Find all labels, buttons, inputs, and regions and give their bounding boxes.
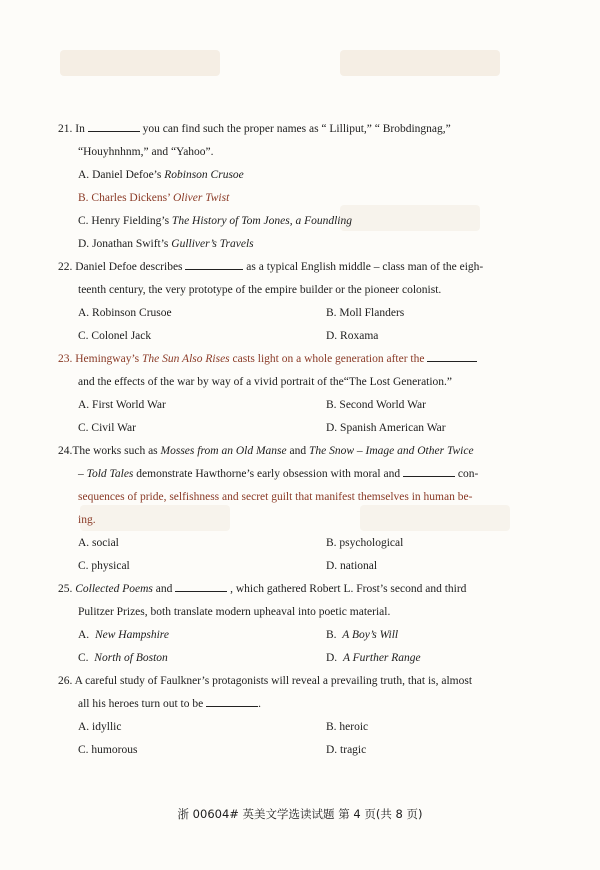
option-a[interactable]: A. Robinson Crusoe xyxy=(78,307,172,319)
option-a[interactable]: A. New Hampshire xyxy=(78,629,169,641)
option-c[interactable]: C. Henry Fielding’s The History of Tom Jones, a Foundling xyxy=(78,215,352,227)
question-22: 22. Daniel Defoe describes as a typical English middle – class man of the eigh- teenth century, the very prototype of the empire builder or the pioneer colonist. A. Robinson Crusoe B. Moll Flanders C. Colonel Jack D. Roxama xyxy=(58,256,550,348)
question-text: 26. A careful study of Faulkner’s protagonists will reveal a prevailing truth, that is, almost xyxy=(58,675,473,687)
option-c[interactable]: C. North of Boston xyxy=(78,652,168,664)
option-a[interactable]: A. social xyxy=(78,537,119,549)
option-b[interactable]: B. A Boy’s Will xyxy=(326,629,399,641)
option-c[interactable]: C. humorous xyxy=(78,744,138,756)
question-text: 21. In you can find such the proper names as “ Lilliput,” “ Brobdingnag,” xyxy=(58,118,550,141)
question-26: 26. A careful study of Faulkner’s protagonists will reveal a prevailing truth, that is, almost all his heroes turn out to be . A. idyllic B. heroic C. humorous D. tragic xyxy=(58,670,550,762)
option-b[interactable]: B. heroic xyxy=(326,721,369,733)
option-d[interactable]: D. A Further Range xyxy=(326,652,421,664)
question-text: 23. Hemingway’s The Sun Also Rises casts light on a whole generation after the xyxy=(58,348,550,371)
answer-blank[interactable] xyxy=(185,257,243,270)
question-21: 21. In you can find such the proper names as “ Lilliput,” “ Brobdingnag,” “Houyhnhnm,” and “Yahoo”. A. Daniel Defoe’s Robinson Crusoe B. Charles Dickens’ Oliver Twist C. Henry Fielding’s The History of Tom Jones, a Foundling D. Jonathan Swift’s Gulliver’s Travels xyxy=(58,118,550,256)
answer-blank[interactable] xyxy=(427,349,477,362)
watermark xyxy=(340,50,500,76)
answer-blank[interactable] xyxy=(206,694,258,707)
option-d[interactable]: D. Spanish American War xyxy=(326,422,446,434)
question-24: 24.The works such as Mosses from an Old Manse and The Snow – Image and Other Twice – Told Tales demonstrate Hawthorne’s early obsession with moral and con- sequences of pride, selfishness and secret guilt that manifest themselves in human be- ing. A. social B. psychological C. physical D. national xyxy=(58,440,550,578)
option-b[interactable]: B. Second World War xyxy=(326,399,426,411)
exam-page xyxy=(58,118,550,762)
question-23: 23. Hemingway’s The Sun Also Rises casts light on a whole generation after the and the effects of the war by way of a vivid portrait of the“The Lost Generation.” A. First World War B. Second World War C. Civil War D. Spanish American War xyxy=(58,348,550,440)
question-text: 24.The works such as Mosses from an Old Manse and The Snow – Image and Other Twice xyxy=(58,445,474,457)
option-b[interactable]: B. Charles Dickens’ Oliver Twist xyxy=(78,192,230,204)
question-text: 25. Collected Poems and , which gathered Robert L. Frost’s second and third xyxy=(58,578,550,601)
option-c[interactable]: C. physical xyxy=(78,560,130,572)
page-footer: 浙 00604# 英美文学选读试题 第 4 页(共 8 页) xyxy=(177,807,423,821)
option-d[interactable]: D. Jonathan Swift’s Gulliver’s Travels xyxy=(78,238,254,250)
option-a[interactable]: A. First World War xyxy=(78,399,166,411)
option-c[interactable]: C. Colonel Jack xyxy=(78,330,152,342)
watermark xyxy=(60,50,220,76)
option-c[interactable]: C. Civil War xyxy=(78,422,136,434)
question-25: 25. Collected Poems and , which gathered Robert L. Frost’s second and third Pulitzer Prizes, both translate modern upheaval into poetic material. A. New Hampshire B. A Boy’s Will C. North of Boston D. A Further Range xyxy=(58,578,550,670)
option-d[interactable]: D. tragic xyxy=(326,744,367,756)
option-b[interactable]: B. Moll Flanders xyxy=(326,307,405,319)
question-text: 22. Daniel Defoe describes as a typical English middle – class man of the eigh- xyxy=(58,256,550,279)
option-d[interactable]: D. national xyxy=(326,560,378,572)
answer-blank[interactable] xyxy=(403,464,455,477)
answer-blank[interactable] xyxy=(88,119,140,132)
option-d[interactable]: D. Roxama xyxy=(326,330,379,342)
option-a[interactable]: A. idyllic xyxy=(78,721,122,733)
option-b[interactable]: B. psychological xyxy=(326,537,404,549)
option-a[interactable]: A. Daniel Defoe’s Robinson Crusoe xyxy=(78,169,244,181)
answer-blank[interactable] xyxy=(175,579,227,592)
